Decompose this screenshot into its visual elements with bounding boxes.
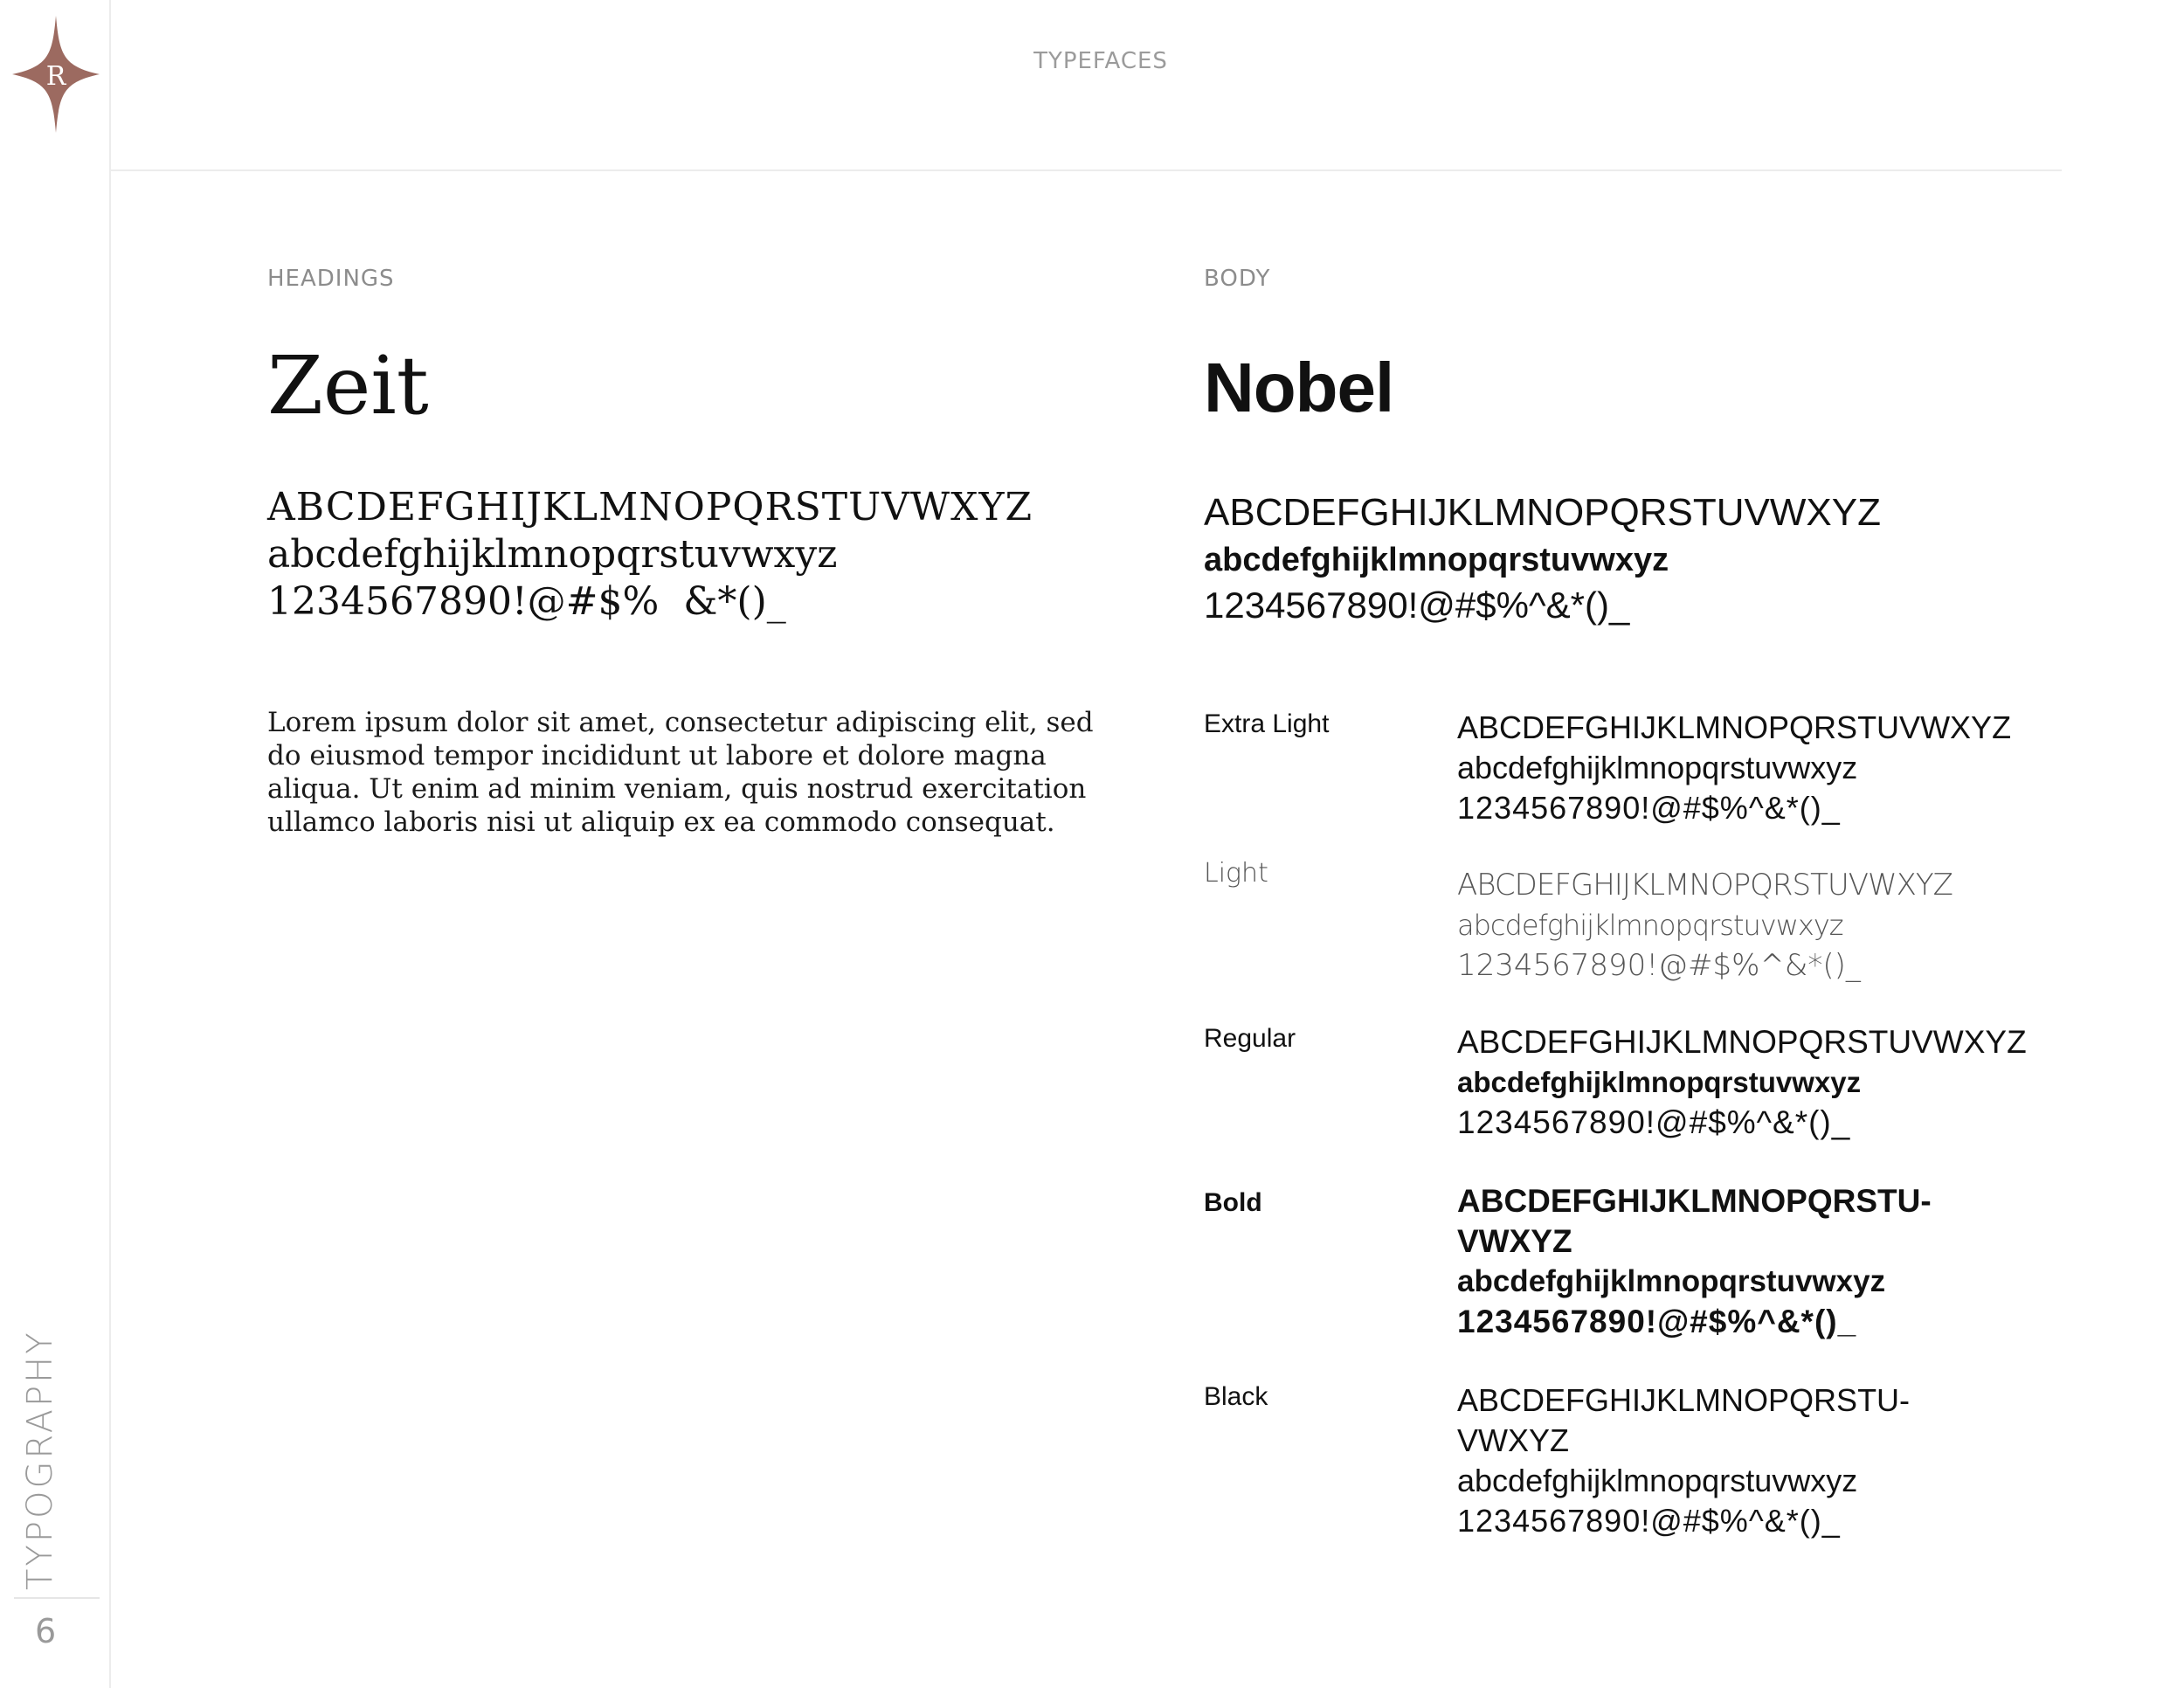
weight-sample-light xyxy=(1457,865,2034,986)
body-section-label: BODY xyxy=(1204,266,1271,292)
weight-sample-extra-light xyxy=(1457,708,2034,828)
headings-lowercase: abcdefghijklmnopqrstuvwxyz xyxy=(267,532,838,577)
weight-label-black: Black xyxy=(1204,1382,1268,1411)
side-rail-divider xyxy=(109,0,111,1688)
header-divider xyxy=(110,169,2062,171)
weight-sample-regular xyxy=(1457,1022,2034,1143)
weight-label-light: Light xyxy=(1204,858,1268,889)
weight-sample-black xyxy=(1457,1380,2034,1541)
sample-line: 1234567890!@#$%^&*()_ xyxy=(1457,790,1841,826)
sample-line: 1234567890!@#$%^&*()_ xyxy=(1457,948,1861,983)
weight-label-bold: Bold xyxy=(1204,1188,1262,1217)
sample-line: VWXYZ xyxy=(1457,1223,1572,1259)
body-font-name: Nobel xyxy=(1204,349,1394,426)
side-rule xyxy=(14,1597,100,1599)
headings-character-set xyxy=(267,484,1123,626)
sample-line: ABCDEFGHIJKLMNOPQRSTU- xyxy=(1457,1183,1932,1219)
body-character-set xyxy=(1204,488,1990,629)
headings-sample-paragraph: Lorem ipsum dolor sit amet, consectetur adipiscing elit, sed do eiusmod tempor incididunt ut labore et dolore magna aliqua. Ut enim ad minim veniam, quis nostrud exercitation ullamco laboris nisi ut aliquip ex ea commodo consequat. xyxy=(267,707,1094,838)
page-number: 6 xyxy=(35,1612,57,1650)
headings-symbols: 1234567890!@#$% &*()_ xyxy=(267,579,786,624)
body-lowercase: abcdefghijklmnopqrstuvwxyz xyxy=(1204,542,1669,578)
sample-line: ABCDEFGHIJKLMNOPQRSTUVWXYZ xyxy=(1457,709,2012,745)
side-section-label: TYPOGRAPHY xyxy=(20,1330,60,1590)
sample-line: abcdefghijklmnopqrstuvwxyz xyxy=(1457,750,1858,785)
four-point-star-icon xyxy=(12,16,100,133)
weight-sample-bold xyxy=(1457,1181,2034,1342)
sample-line: ABCDEFGHIJKLMNOPQRSTU- xyxy=(1457,1382,1911,1418)
headings-font-name: Zeit xyxy=(267,339,429,432)
weight-label-extra-light: Extra Light xyxy=(1204,709,1330,738)
page-title: TYPEFACES xyxy=(1033,48,1168,74)
sample-line: 1234567890!@#$%^&*()_ xyxy=(1457,1304,1857,1339)
sample-line: abcdefghijklmnopqrstuvwxyz xyxy=(1457,909,1843,942)
sample-line: abcdefghijklmnopqrstuvwxyz xyxy=(1457,1264,1886,1298)
weight-label-regular: Regular xyxy=(1204,1024,1296,1053)
sample-line: abcdefghijklmnopqrstuvwxyz xyxy=(1457,1463,1858,1498)
sample-line: abcdefghijklmnopqrstuvwxyz xyxy=(1457,1066,1862,1098)
headings-uppercase: ABCDEFGHIJKLMNOPQRSTUVWXYZ xyxy=(267,485,1033,529)
sample-line: 1234567890!@#$%^&*()_ xyxy=(1457,1104,1851,1140)
logo-letter: R xyxy=(45,61,66,92)
sample-line: ABCDEFGHIJKLMNOPQRSTUVWXYZ xyxy=(1457,868,1952,903)
sample-line: ABCDEFGHIJKLMNOPQRSTUVWXYZ xyxy=(1457,1024,2027,1060)
sample-line: VWXYZ xyxy=(1457,1422,1570,1458)
body-symbols: 1234567890!@#$%^&*()_ xyxy=(1204,585,1630,626)
headings-section-label: HEADINGS xyxy=(267,266,395,292)
body-uppercase: ABCDEFGHIJKLMNOPQRSTUVWXYZ xyxy=(1204,491,1881,534)
sample-line: 1234567890!@#$%^&*()_ xyxy=(1457,1503,1841,1539)
